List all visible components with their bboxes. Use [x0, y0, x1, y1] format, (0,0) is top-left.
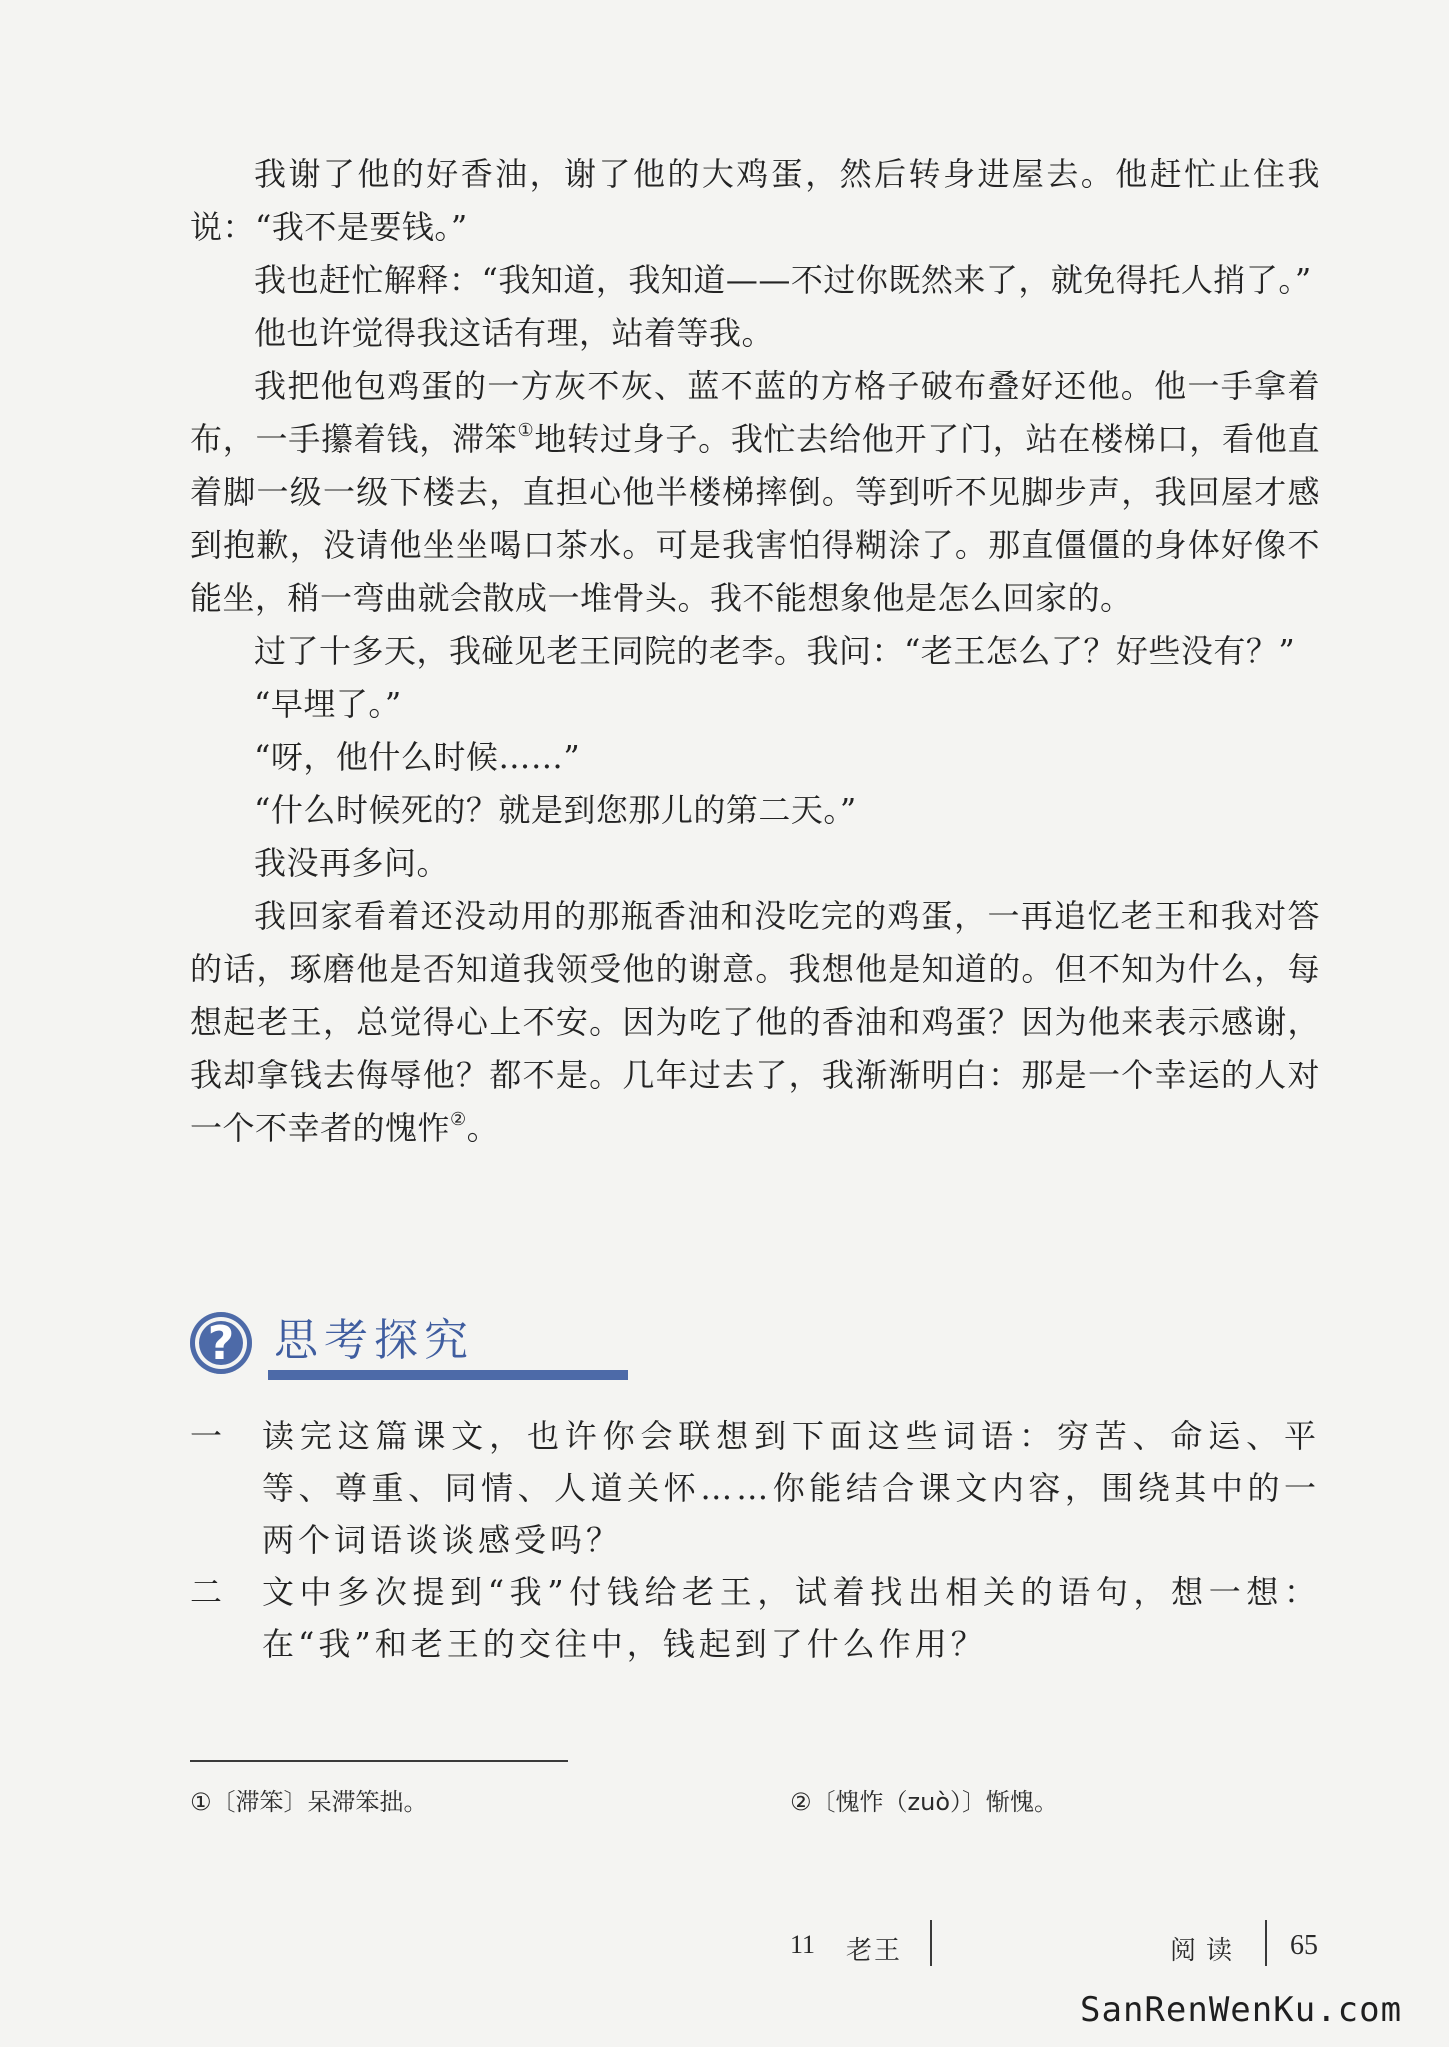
question-number: 一	[190, 1417, 223, 1455]
paragraph: “呀，他什么时候……”	[254, 738, 581, 776]
paragraph: 我没再多问。	[254, 844, 450, 882]
paragraph: “早埋了。”	[254, 685, 402, 723]
footnote-divider	[190, 1760, 568, 1762]
page-number: 65	[1290, 1930, 1318, 1961]
question-number: 二	[190, 1573, 223, 1611]
footnote-marker[interactable]: ①	[517, 420, 535, 441]
question-item	[190, 1410, 1320, 1566]
paragraph: “什么时候死的？就是到您那儿的第二天。”	[254, 791, 857, 829]
paragraph: 过了十多天，我碰见老王同院的老李。我问：“老王怎么了？好些没有？”	[254, 632, 1296, 670]
lesson-body	[190, 148, 1320, 1155]
question-item	[190, 1566, 1320, 1670]
paragraph-text: 我回家看着还没动用的那瓶香油和没吃完的鸡蛋，一再追忆老王和我对答的话，琢磨他是否知道我领受他的谢意。我想他是知道的。但不知为什么，每想起老王，总觉得心上不安。因为吃了他的香油和鸡蛋？因为他来表示感谢，我却拿钱去侮辱他？都不是。几年过去了，我渐渐明白：那是一个幸运的人对一个不幸者的愧怍	[190, 897, 1320, 1147]
paragraph: 他也许觉得我这话有理，站着等我。	[254, 314, 775, 352]
question-text: 读完这篇课文，也许你会联想到下面这些词语：穷苦、命运、平等、尊重、同情、人道关怀……你能结合课文内容，围绕其中的一两个词语谈谈感受吗？	[262, 1417, 1320, 1559]
footer-divider	[1265, 1920, 1267, 1966]
watermark: SanRenWenKu.com	[1080, 1990, 1403, 2030]
footer-divider	[930, 1920, 932, 1966]
paragraph	[190, 360, 1320, 625]
question-text: 文中多次提到“我”付钱给老王，试着找出相关的语句，想一想：在“我”和老王的交往中，钱起到了什么作用？	[262, 1573, 1320, 1663]
paragraph: 我谢了他的好香油，谢了他的大鸡蛋，然后转身进屋去。他赶忙止住我说：“我不是要钱。”	[190, 155, 1320, 246]
footnote-marker[interactable]: ②	[450, 1109, 467, 1130]
paragraph-text: 我把他包鸡蛋的一方灰不灰、蓝不蓝的方格子破布叠好还他。他一手拿着布，一手攥着钱，滞笨	[190, 367, 1320, 458]
lesson-number: 11	[790, 1930, 816, 1959]
section-title: 思考探究	[274, 1315, 474, 1366]
question-circle-icon: ?	[190, 1312, 252, 1374]
section-header	[190, 1300, 790, 1390]
paragraph	[190, 890, 1320, 1155]
lesson-title: 老王	[846, 1936, 903, 1966]
paragraph-text: 。	[466, 1109, 500, 1147]
paragraph: 我也赶忙解释：“我知道，我知道——不过你既然来了，就免得托人捎了。”	[254, 261, 1312, 299]
section-underline	[268, 1370, 628, 1380]
section-name: 阅读	[1170, 1936, 1243, 1966]
paragraph-text: 地转过身子。我忙去给他开了门，站在楼梯口，看他直着脚一级一级下楼去，直担心他半楼梯摔倒。等到听不见脚步声，我回屋才感到抱歉，没请他坐坐喝口茶水。可是我害怕得糊涂了。那直僵僵的身体好像不能坐，稍一弯曲就会散成一堆骨头。我不能想象他是怎么回家的。	[190, 420, 1320, 617]
footnote: ②〔愧怍（zuò）〕惭愧。	[790, 1788, 1059, 1816]
question-list	[190, 1410, 1320, 1670]
footnote: ①〔滞笨〕呆滞笨拙。	[190, 1788, 428, 1816]
